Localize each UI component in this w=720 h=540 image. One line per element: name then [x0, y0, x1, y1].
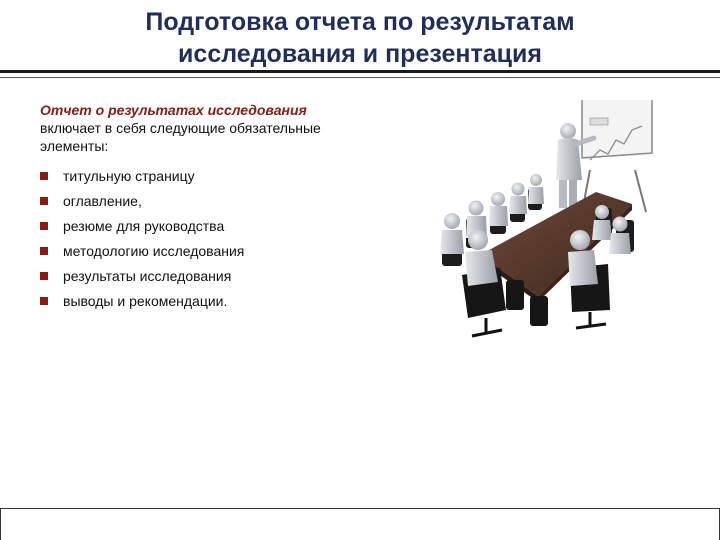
list-item-text: оглавление, — [63, 192, 142, 209]
square-bullet-icon — [40, 172, 48, 180]
title-line-1: Подготовка отчета по результатам — [145, 8, 575, 36]
list-item — [40, 263, 380, 288]
meeting-room-illustration — [410, 100, 685, 348]
bullet-list — [40, 163, 380, 313]
square-bullet-icon — [40, 297, 48, 305]
list-item — [40, 163, 380, 188]
list-item — [40, 238, 380, 263]
list-item — [40, 188, 380, 213]
footer-left-edge — [0, 508, 1, 540]
title-line-2: исследования и презентация — [178, 40, 542, 68]
slide-title — [0, 6, 720, 70]
title-divider-thin — [0, 77, 720, 78]
intro-text: включает в себя следующие обязательные элементы: — [40, 120, 321, 154]
list-item — [40, 288, 380, 313]
square-bullet-icon — [40, 222, 48, 230]
title-divider — [0, 70, 720, 73]
square-bullet-icon — [40, 197, 48, 205]
list-item-text: титульную страницу — [63, 167, 195, 184]
intro-heading: Отчет о результатах исследования — [40, 102, 307, 118]
square-bullet-icon — [40, 272, 48, 280]
list-item-text: выводы и рекомендации. — [63, 292, 228, 309]
square-bullet-icon — [40, 247, 48, 255]
list-item-text: результаты исследования — [63, 267, 232, 284]
list-item-text: резюме для руководства — [63, 217, 225, 234]
list-item — [40, 213, 380, 238]
list-item-text: методологию исследования — [63, 242, 245, 259]
content-block — [40, 101, 380, 313]
footer-divider — [0, 508, 720, 509]
